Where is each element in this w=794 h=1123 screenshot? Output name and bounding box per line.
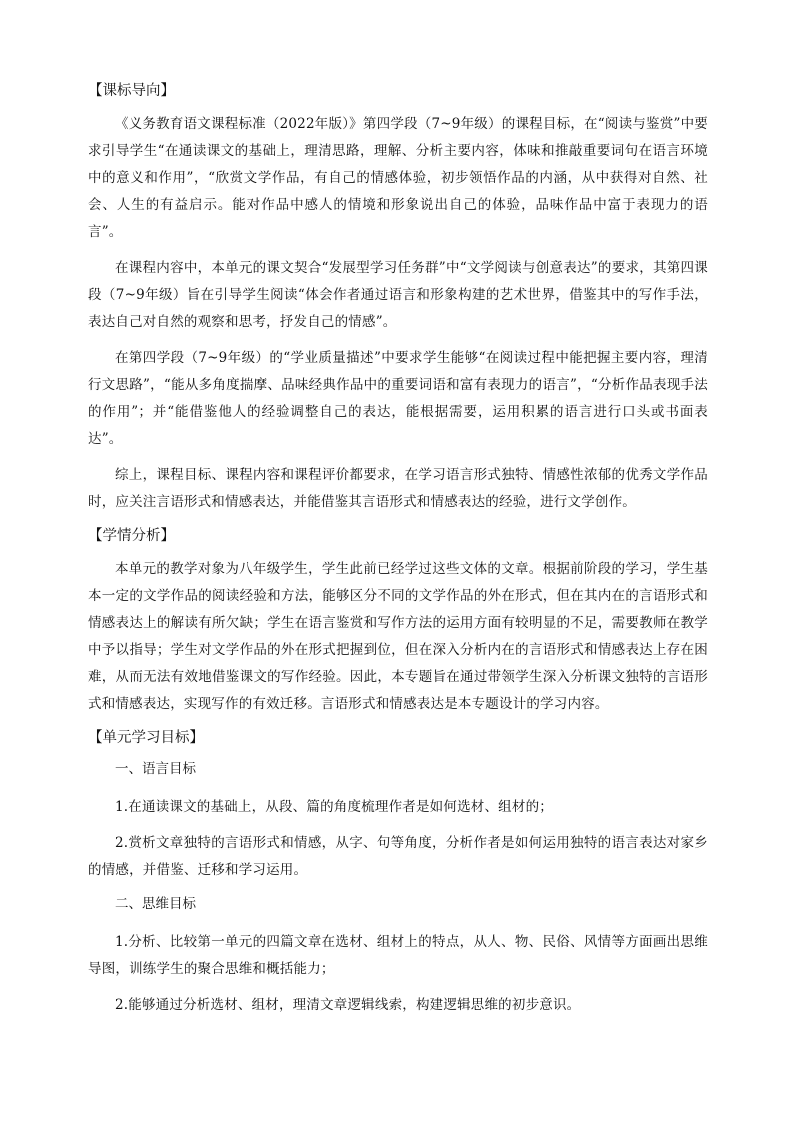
paragraph: 本单元的教学对象为八年级学生，学生此前已经学过这些文体的文章。根据前阶段的学习，学生基本一定的文学作品的阅读经验和方法，能够区分不同的文学作品的外在形式，但在其内在的言语形式和情感表达上的解读有所欠缺；学生在语言鉴赏和写作方法的运用方面有较明显的不足，需要教师在教学中予以指导；学生对文学作品的外在形式把握到位，但在深入分析内在的言语形式和情感表达上存在困难，从而无法有效地借鉴课文的写作经验。因此，本专题旨在通过带领学生深入分析课文独特的言语形式和情感表达，实现写作的有效迁移。言语形式和情感表达是本专题设计的学习内容。 [88, 561, 708, 712]
subheading-language-goal: 一、语言目标 [115, 761, 196, 777]
paragraph: 综上，课程目标、课程内容和课程评价都要求，在学习语言形式独特、情感性浓郁的优秀文学作品时，应关注言语形式和情感表达，并能借鉴其言语形式和情感表达的经验，进行文学创作。 [88, 467, 708, 510]
goal-item: 2.能够通过分析选材、组材，理清文章逻辑线索，构建逻辑思维的初步意识。 [115, 997, 581, 1013]
section-heading-analysis: 【学情分析】 [88, 528, 175, 544]
document-page [88, 80, 708, 1028]
goal-item: 2.赏析文章独特的言语形式和情感，从字、句等角度，分析作者是如何运用独特的语言表达对家乡的情感，并借鉴、迁移和学习运用。 [88, 835, 708, 878]
section-heading-curriculum: 【课标导向】 [88, 83, 175, 99]
paragraph: 在第四学段（7~9年级）的“学业质量描述”中要求学生能够“在阅读过程中能把握主要内容，理清行文思路”，“能从多角度揣摩、品味经典作品中的重要词语和富有表现力的语言”，“分析作品表现手法的作用”；并“能借鉴他人的经验调整自己的表达，能根据需要，运用积累的语言进行口头或书面表达”。 [88, 350, 708, 447]
section-heading-goals: 【单元学习目标】 [88, 730, 204, 746]
paragraph: 《义务教育语文课程标准（2022年版）》第四学段（7~9年级）的课程目标，在“阅读与鉴赏”中要求引导学生“在通读课文的基础上，理清思路，理解、分析主要内容，体味和推敲重要词句在语言环境中的意义和作用”，“欣赏文学作品，有自己的情感体验，初步领悟作品的内涵，从中获得对自然、社会、人生的有益启示。能对作品中感人的情境和形象说出自己的体验，品味作品中富于表现力的语言”。 [88, 116, 708, 240]
goal-item: 1.在通读课文的基础上，从段、篇的角度梳理作者是如何选材、组材的； [115, 799, 553, 815]
paragraph: 在课程内容中，本单元的课文契合“发展型学习任务群”中“文学阅读与创意表达”的要求，其第四课段（7~9年级）旨在引导学生阅读“体会作者通过语言和形象构建的艺术世界，借鉴其中的写作手法，表达自己对自然的观察和思考，抒发自己的情感”。 [88, 260, 708, 330]
goal-item: 1.分析、比较第一单元的四篇文章在选材、组材上的特点，从人、物、民俗、风情等方面画出思维导图，训练学生的聚合思维和概括能力； [88, 934, 708, 977]
subheading-thinking-goal: 二、思维目标 [115, 896, 196, 912]
